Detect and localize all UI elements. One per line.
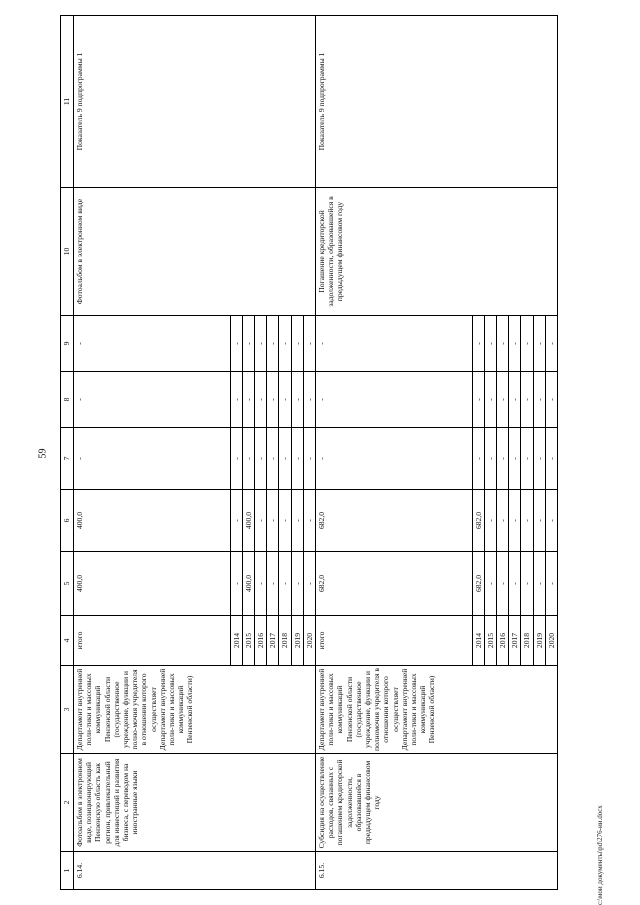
year-cell: 2018 — [521, 616, 533, 666]
regional-budget-cell: - — [254, 490, 266, 552]
regional-budget-cell: 682,0 — [316, 490, 473, 552]
total-amount-cell: - — [484, 552, 496, 616]
row-number-cell: 6.14. — [74, 852, 316, 890]
local-budget-cell: - — [230, 372, 242, 428]
federal-budget-cell: - — [74, 428, 231, 490]
total-amount-cell: 400,0 — [74, 552, 231, 616]
year-cell: 2015 — [484, 616, 496, 666]
local-budget-cell: - — [254, 372, 266, 428]
total-amount-cell: - — [521, 552, 533, 616]
column-number: 4 — [61, 616, 74, 666]
other-sources-cell: - — [242, 316, 254, 372]
federal-budget-cell: - — [545, 428, 557, 490]
table-row — [316, 16, 473, 890]
activity-name-cell: Фотоальбом в электронном виде, позиционирующий Пензенскую область как регион, привлекательный для инвестиций и развития бизнеса, с переводом на иностранные языки — [74, 754, 316, 852]
total-amount-cell: - — [496, 552, 508, 616]
local-budget-cell: - — [521, 372, 533, 428]
other-sources-cell: - — [545, 316, 557, 372]
total-amount-cell: - — [267, 552, 279, 616]
year-cell: 2014 — [472, 616, 484, 666]
federal-budget-cell: - — [521, 428, 533, 490]
regional-budget-cell: - — [545, 490, 557, 552]
other-sources-cell: - — [496, 316, 508, 372]
column-number: 1 — [61, 852, 74, 890]
local-budget-cell: - — [545, 372, 557, 428]
federal-budget-cell: - — [254, 428, 266, 490]
column-number: 11 — [61, 16, 74, 188]
local-budget-cell: - — [496, 372, 508, 428]
federal-budget-cell: - — [279, 428, 291, 490]
column-number: 2 — [61, 754, 74, 852]
federal-budget-cell: - — [291, 428, 303, 490]
other-sources-cell: - — [279, 316, 291, 372]
regional-budget-cell: - — [496, 490, 508, 552]
total-amount-cell: - — [230, 552, 242, 616]
other-sources-cell: - — [291, 316, 303, 372]
total-amount-cell: 400,0 — [242, 552, 254, 616]
total-amount-cell: - — [279, 552, 291, 616]
total-amount-cell: - — [533, 552, 545, 616]
other-sources-cell: - — [230, 316, 242, 372]
regional-budget-cell: - — [484, 490, 496, 552]
total-amount-cell: - — [545, 552, 557, 616]
executor-cell: Департамент внутренней поли-тики и массовых коммуникаций Пензенской области (государственное учреждение, функции и полно-мочия учредителя в отношении которого осуществляет Департамент внутренней поли-тики и массовых коммуникаций Пензенской области) — [74, 666, 316, 754]
total-amount-cell: - — [303, 552, 315, 616]
year-cell: 2015 — [242, 616, 254, 666]
year-cell: 2016 — [254, 616, 266, 666]
local-budget-cell: - — [267, 372, 279, 428]
regional-budget-cell: - — [509, 490, 521, 552]
indicator-cell: Показатель 9 подпрограммы 1 — [74, 16, 316, 188]
federal-budget-cell: - — [267, 428, 279, 490]
program-activities-table — [60, 15, 558, 890]
indicator-cell: Показатель 9 подпрограммы 1 — [316, 16, 558, 188]
year-cell: 2017 — [267, 616, 279, 666]
other-sources-cell: - — [267, 316, 279, 372]
year-cell: 2016 — [496, 616, 508, 666]
local-budget-cell: - — [242, 372, 254, 428]
year-cell: итого — [316, 616, 473, 666]
column-number: 8 — [61, 372, 74, 428]
federal-budget-cell: - — [303, 428, 315, 490]
year-cell: итого — [74, 616, 231, 666]
row-number-cell: 6.15. — [316, 852, 558, 890]
year-cell: 2019 — [291, 616, 303, 666]
year-cell: 2020 — [545, 616, 557, 666]
local-budget-cell: - — [484, 372, 496, 428]
other-sources-cell: - — [484, 316, 496, 372]
regional-budget-cell: 682,0 — [472, 490, 484, 552]
regional-budget-cell: - — [303, 490, 315, 552]
total-amount-cell: 682,0 — [316, 552, 473, 616]
federal-budget-cell: - — [484, 428, 496, 490]
federal-budget-cell: - — [230, 428, 242, 490]
other-sources-cell: - — [254, 316, 266, 372]
federal-budget-cell: - — [533, 428, 545, 490]
other-sources-cell: - — [521, 316, 533, 372]
page-number: 59 — [37, 448, 49, 459]
program-table-sheet — [60, 15, 558, 890]
result-cell: Фотоальбом в электронном виде — [74, 188, 316, 316]
column-number: 3 — [61, 666, 74, 754]
regional-budget-cell: - — [267, 490, 279, 552]
result-cell: Погашение кредиторской задолженности, образовавшейся в предыдущем финансовом году — [316, 188, 558, 316]
other-sources-cell: - — [533, 316, 545, 372]
column-number-row — [61, 16, 74, 890]
regional-budget-cell: - — [230, 490, 242, 552]
regional-budget-cell: - — [291, 490, 303, 552]
activity-name-cell: Субсидия на осуществление расходов, связанных с погашением кредиторской задолженности, образовавшейся в предыдущем финансовом году — [316, 754, 558, 852]
other-sources-cell: - — [303, 316, 315, 372]
local-budget-cell: - — [316, 372, 473, 428]
federal-budget-cell: - — [509, 428, 521, 490]
local-budget-cell: - — [472, 372, 484, 428]
local-budget-cell: - — [533, 372, 545, 428]
local-budget-cell: - — [279, 372, 291, 428]
local-budget-cell: - — [303, 372, 315, 428]
year-cell: 2017 — [509, 616, 521, 666]
column-number: 5 — [61, 552, 74, 616]
year-cell: 2014 — [230, 616, 242, 666]
executor-cell: Департамент внутренней поли-тики и массовых коммуникаций Пензенской области (государственное учреждение, функции и полномочия учредителя в отношении которого осуществляет Департамент внутренней поли-тики и массовых коммуникаций Пензенской области) — [316, 666, 558, 754]
total-amount-cell: 682,0 — [472, 552, 484, 616]
year-cell: 2018 — [279, 616, 291, 666]
year-cell: 2019 — [533, 616, 545, 666]
column-number: 9 — [61, 316, 74, 372]
total-amount-cell: - — [509, 552, 521, 616]
column-number: 6 — [61, 490, 74, 552]
regional-budget-cell: 400,0 — [242, 490, 254, 552]
total-amount-cell: - — [291, 552, 303, 616]
regional-budget-cell: - — [533, 490, 545, 552]
total-amount-cell: - — [254, 552, 266, 616]
column-number: 7 — [61, 428, 74, 490]
federal-budget-cell: - — [316, 428, 473, 490]
year-cell: 2020 — [303, 616, 315, 666]
column-number: 10 — [61, 188, 74, 316]
federal-budget-cell: - — [242, 428, 254, 490]
file-path-footer: с:\мои документы\pd\276-ии.docx — [596, 805, 604, 905]
federal-budget-cell: - — [472, 428, 484, 490]
regional-budget-cell: 400,0 — [74, 490, 231, 552]
regional-budget-cell: - — [521, 490, 533, 552]
local-budget-cell: - — [291, 372, 303, 428]
federal-budget-cell: - — [496, 428, 508, 490]
other-sources-cell: - — [74, 316, 231, 372]
table-row — [74, 16, 231, 890]
local-budget-cell: - — [509, 372, 521, 428]
local-budget-cell: - — [74, 372, 231, 428]
other-sources-cell: - — [316, 316, 473, 372]
regional-budget-cell: - — [279, 490, 291, 552]
other-sources-cell: - — [509, 316, 521, 372]
other-sources-cell: - — [472, 316, 484, 372]
